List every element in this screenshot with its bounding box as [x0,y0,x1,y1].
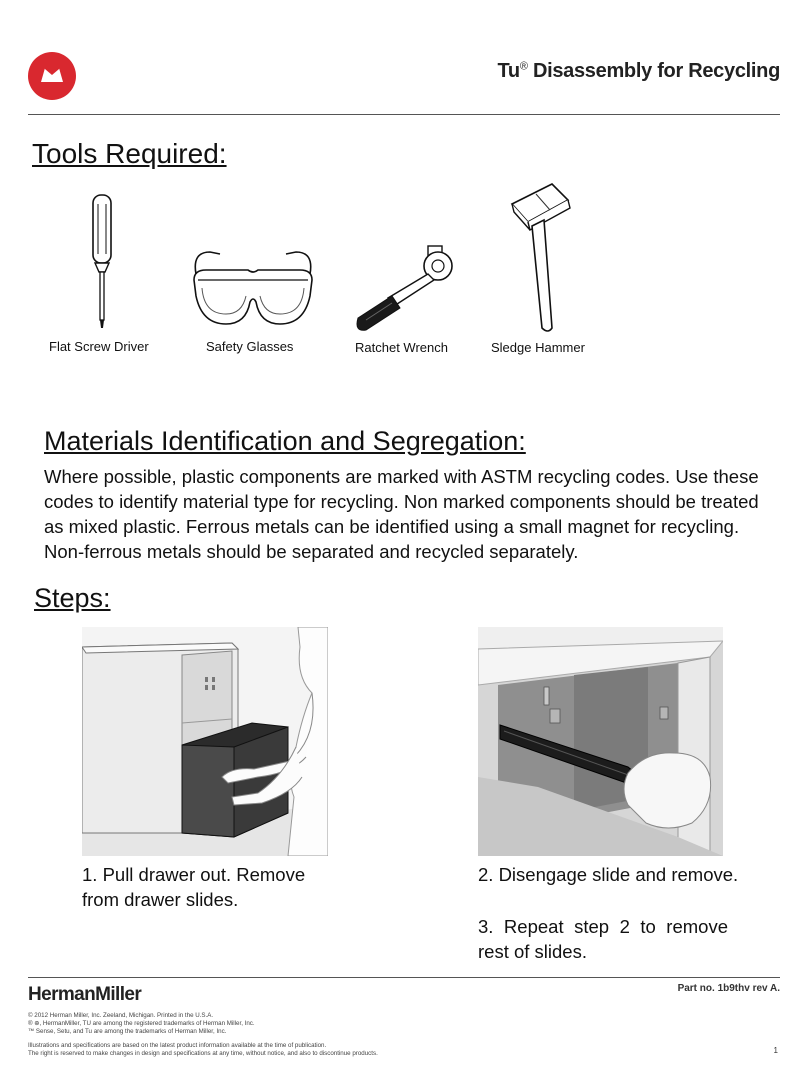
document-title [498,60,781,83]
tool-label-ratchet-wrench: Ratchet Wrench [355,340,448,355]
footer-trademarks: ™ Sense, Setu, and Tu are among the trademarks of Herman Miller, Inc. [28,1028,227,1035]
footer-copyright: © 2012 Herman Miller, Inc. Zeeland, Michigan. Printed in the U.S.A. [28,1012,214,1019]
sledge-hammer-icon [506,178,576,334]
footer-disclaimer-2: The right is reserved to make changes in design and specifications at any time, without notice, and also to discontinue products. [28,1050,378,1057]
tool-label-screwdriver: Flat Screw Driver [49,339,149,354]
footer-brand: HermanMiller [28,984,142,1005]
product-name: Tu [497,60,520,82]
step-2-illustration [478,627,723,856]
footer-registered-trademarks: ® ⊕, HermanMiller, TU are among the registered trademarks of Herman Miller, Inc. [28,1020,255,1027]
step-3-text: 3. Repeat step 2 to remove rest of slides. [478,916,728,962]
materials-paragraph: Where possible, plastic components are marked with ASTM recycling codes. Use these codes to identify material type for recycling. Non marked components should be treated as mixed plastic. Ferrous metals can be identified using a small magnet for recycling. Non-ferrous metals should be separated and recycled separately. [44,466,759,562]
step-1-illustration [82,627,328,856]
tool-label-safety-glasses: Safety Glasses [206,339,294,354]
header-divider [28,114,780,115]
safety-glasses-icon [188,244,318,334]
screwdriver-icon [82,192,122,332]
ratchet-wrench-icon [348,240,468,336]
step-1-text: 1. Pull drawer out. Remove from drawer slides. [82,864,306,910]
page-number: 1 [773,1046,778,1055]
footer-divider [28,977,780,978]
tool-label-sledge-hammer: Sledge Hammer [491,340,585,355]
part-number: Part no. 1b9thv rev A. [677,983,780,994]
tools-heading: Tools Required: [32,138,227,169]
materials-heading: Materials Identification and Segregation: [44,426,526,456]
steps-heading: Steps: [34,583,111,613]
registered-mark: ® [519,60,528,73]
step-2-text: 2. Disengage slide and remove. [478,864,739,885]
herman-miller-logo-icon [28,52,76,100]
footer-disclaimer-1: Illustrations and specifications are based on the latest product information available at the time of publication. [28,1042,327,1049]
document-title-text: Disassembly for Recycling [532,60,780,82]
